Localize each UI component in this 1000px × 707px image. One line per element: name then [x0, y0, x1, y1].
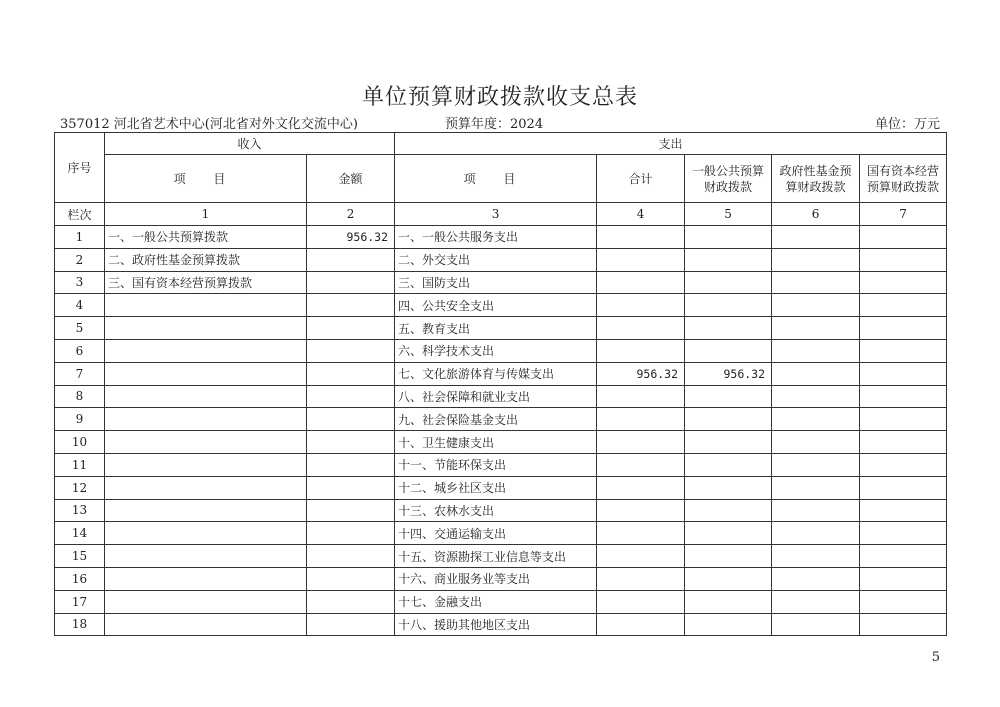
row-seq: 12 — [55, 476, 105, 499]
expense-total-cell — [597, 317, 685, 340]
expense-item-cell: 十六、商业服务业等支出 — [395, 567, 597, 590]
col-num: 4 — [597, 203, 685, 226]
row-seq: 9 — [55, 408, 105, 431]
income-item-cell — [105, 294, 307, 317]
income-amount-cell — [307, 271, 395, 294]
income-amount-cell — [307, 339, 395, 362]
row-seq: 17 — [55, 590, 105, 613]
fund-budget-cell — [772, 317, 860, 340]
table-row — [55, 590, 947, 613]
col-num: 5 — [685, 203, 772, 226]
expense-item-cell: 十、卫生健康支出 — [395, 431, 597, 454]
expense-total-cell — [597, 408, 685, 431]
col-num: 1 — [105, 203, 307, 226]
fund-budget-cell — [772, 590, 860, 613]
fund-budget-cell — [772, 226, 860, 249]
fund-budget-cell — [772, 476, 860, 499]
expense-item-cell: 九、社会保险基金支出 — [395, 408, 597, 431]
col-label: 栏次 — [55, 203, 105, 226]
table-row — [55, 431, 947, 454]
row-seq: 13 — [55, 499, 105, 522]
fund-budget-cell — [772, 248, 860, 271]
fund-budget-cell — [772, 499, 860, 522]
col-num: 2 — [307, 203, 395, 226]
general-budget-cell — [685, 294, 772, 317]
income-item-cell — [105, 567, 307, 590]
col-num: 3 — [395, 203, 597, 226]
header-income-amount: 金额 — [307, 155, 395, 203]
general-budget-cell — [685, 590, 772, 613]
income-item-cell: 一、一般公共预算拨款 — [105, 226, 307, 249]
state-capital-cell — [860, 385, 947, 408]
expense-total-cell — [597, 453, 685, 476]
income-amount-cell — [307, 294, 395, 317]
general-budget-cell — [685, 408, 772, 431]
income-item-cell — [105, 339, 307, 362]
fund-budget-cell — [772, 522, 860, 545]
general-budget-cell — [685, 431, 772, 454]
header-seq: 序号 — [55, 133, 105, 203]
expense-total-cell — [597, 545, 685, 568]
fund-budget-cell — [772, 385, 860, 408]
col-num: 7 — [860, 203, 947, 226]
page-number: 5 — [931, 650, 940, 665]
state-capital-cell — [860, 453, 947, 476]
table-row — [55, 408, 947, 431]
general-budget-cell: 956.32 — [685, 362, 772, 385]
state-capital-cell — [860, 476, 947, 499]
income-amount-cell — [307, 453, 395, 476]
income-amount-cell — [307, 362, 395, 385]
fund-budget-cell — [772, 613, 860, 636]
state-capital-cell — [860, 431, 947, 454]
income-item-cell — [105, 362, 307, 385]
expense-total-cell — [597, 613, 685, 636]
header-total: 合计 — [597, 155, 685, 203]
state-capital-cell — [860, 339, 947, 362]
state-capital-cell — [860, 248, 947, 271]
expense-item-cell: 十三、农林水支出 — [395, 499, 597, 522]
fund-budget-cell — [772, 545, 860, 568]
expense-item-cell: 十一、节能环保支出 — [395, 453, 597, 476]
header-state-capital-budget: 国有资本经营预算财政拨款 — [860, 155, 947, 203]
income-amount-cell — [307, 499, 395, 522]
income-amount-cell — [307, 476, 395, 499]
general-budget-cell — [685, 499, 772, 522]
table-row — [55, 271, 947, 294]
expense-total-cell — [597, 567, 685, 590]
state-capital-cell — [860, 590, 947, 613]
fund-budget-cell — [772, 431, 860, 454]
expense-item-cell: 一、一般公共服务支出 — [395, 226, 597, 249]
row-seq: 18 — [55, 613, 105, 636]
expense-item-cell: 五、教育支出 — [395, 317, 597, 340]
header-income-item: 项 目 — [105, 155, 307, 203]
table-row — [55, 522, 947, 545]
income-amount-cell — [307, 408, 395, 431]
expense-total-cell: 956.32 — [597, 362, 685, 385]
expense-item-cell: 十五、资源勘探工业信息等支出 — [395, 545, 597, 568]
income-item-cell: 三、国有资本经营预算拨款 — [105, 271, 307, 294]
state-capital-cell — [860, 522, 947, 545]
state-capital-cell — [860, 226, 947, 249]
state-capital-cell — [860, 545, 947, 568]
budget-year: 预算年度：2024 — [445, 117, 544, 132]
income-amount-cell: 956.32 — [307, 226, 395, 249]
table-row — [55, 499, 947, 522]
income-item-cell — [105, 590, 307, 613]
income-item-cell — [105, 317, 307, 340]
income-item-cell — [105, 545, 307, 568]
currency-unit: 单位：万元 — [874, 117, 940, 132]
general-budget-cell — [685, 385, 772, 408]
income-amount-cell — [307, 431, 395, 454]
general-budget-cell — [685, 613, 772, 636]
expense-total-cell — [597, 271, 685, 294]
expense-item-cell: 七、文化旅游体育与传媒支出 — [395, 362, 597, 385]
row-seq: 14 — [55, 522, 105, 545]
header-general-budget: 一般公共预算财政拨款 — [685, 155, 772, 203]
expense-total-cell — [597, 339, 685, 362]
general-budget-cell — [685, 567, 772, 590]
header-fund-budget: 政府性基金预算财政拨款 — [772, 155, 860, 203]
fund-budget-cell — [772, 362, 860, 385]
table-row — [55, 385, 947, 408]
income-amount-cell — [307, 317, 395, 340]
expense-total-cell — [597, 248, 685, 271]
row-seq: 1 — [55, 226, 105, 249]
expense-total-cell — [597, 294, 685, 317]
header-expense: 支出 — [395, 133, 947, 155]
fund-budget-cell — [772, 408, 860, 431]
state-capital-cell — [860, 362, 947, 385]
expense-item-cell: 十七、金融支出 — [395, 590, 597, 613]
header-income: 收入 — [105, 133, 395, 155]
general-budget-cell — [685, 522, 772, 545]
table-row — [55, 545, 947, 568]
fund-budget-cell — [772, 453, 860, 476]
table-row — [55, 294, 947, 317]
table-row — [55, 453, 947, 476]
income-item-cell — [105, 499, 307, 522]
income-amount-cell — [307, 590, 395, 613]
state-capital-cell — [860, 408, 947, 431]
expense-item-cell: 三、国防支出 — [395, 271, 597, 294]
income-amount-cell — [307, 567, 395, 590]
fund-budget-cell — [772, 339, 860, 362]
row-seq: 3 — [55, 271, 105, 294]
row-seq: 4 — [55, 294, 105, 317]
row-seq: 2 — [55, 248, 105, 271]
general-budget-cell — [685, 317, 772, 340]
row-seq: 7 — [55, 362, 105, 385]
state-capital-cell — [860, 294, 947, 317]
row-seq: 8 — [55, 385, 105, 408]
row-seq: 16 — [55, 567, 105, 590]
general-budget-cell — [685, 248, 772, 271]
row-seq: 6 — [55, 339, 105, 362]
general-budget-cell — [685, 271, 772, 294]
table-row — [55, 567, 947, 590]
state-capital-cell — [860, 613, 947, 636]
fund-budget-cell — [772, 294, 860, 317]
table-row — [55, 226, 947, 249]
expense-total-cell — [597, 499, 685, 522]
expense-item-cell: 十八、援助其他地区支出 — [395, 613, 597, 636]
expense-item-cell: 四、公共安全支出 — [395, 294, 597, 317]
state-capital-cell — [860, 567, 947, 590]
income-item-cell — [105, 522, 307, 545]
state-capital-cell — [860, 499, 947, 522]
income-item-cell — [105, 408, 307, 431]
expense-total-cell — [597, 522, 685, 545]
table-row — [55, 317, 947, 340]
income-item-cell — [105, 431, 307, 454]
header-expense-item: 项 目 — [395, 155, 597, 203]
income-amount-cell — [307, 545, 395, 568]
general-budget-cell — [685, 226, 772, 249]
expense-total-cell — [597, 226, 685, 249]
general-budget-cell — [685, 545, 772, 568]
table-row — [55, 248, 947, 271]
row-seq: 11 — [55, 453, 105, 476]
table-row — [55, 613, 947, 636]
budget-table — [54, 132, 947, 636]
row-seq: 15 — [55, 545, 105, 568]
expense-total-cell — [597, 590, 685, 613]
row-seq: 10 — [55, 431, 105, 454]
unit-name: 357012 河北省艺术中心(河北省对外文化交流中心) — [60, 117, 358, 132]
table-row — [55, 362, 947, 385]
income-item-cell: 二、政府性基金预算拨款 — [105, 248, 307, 271]
expense-item-cell: 二、外交支出 — [395, 248, 597, 271]
income-amount-cell — [307, 385, 395, 408]
col-num: 6 — [772, 203, 860, 226]
income-amount-cell — [307, 522, 395, 545]
expense-total-cell — [597, 476, 685, 499]
table-row — [55, 339, 947, 362]
expense-item-cell: 十二、城乡社区支出 — [395, 476, 597, 499]
general-budget-cell — [685, 476, 772, 499]
expense-total-cell — [597, 431, 685, 454]
expense-item-cell: 六、科学技术支出 — [395, 339, 597, 362]
expense-item-cell: 八、社会保障和就业支出 — [395, 385, 597, 408]
income-item-cell — [105, 476, 307, 499]
general-budget-cell — [685, 339, 772, 362]
income-amount-cell — [307, 248, 395, 271]
table-row — [55, 476, 947, 499]
expense-total-cell — [597, 385, 685, 408]
general-budget-cell — [685, 453, 772, 476]
income-amount-cell — [307, 613, 395, 636]
income-item-cell — [105, 385, 307, 408]
income-item-cell — [105, 453, 307, 476]
fund-budget-cell — [772, 567, 860, 590]
income-item-cell — [105, 613, 307, 636]
row-seq: 5 — [55, 317, 105, 340]
expense-item-cell: 十四、交通运输支出 — [395, 522, 597, 545]
page-title: 单位预算财政拨款收支总表 — [361, 85, 638, 110]
state-capital-cell — [860, 317, 947, 340]
state-capital-cell — [860, 271, 947, 294]
fund-budget-cell — [772, 271, 860, 294]
